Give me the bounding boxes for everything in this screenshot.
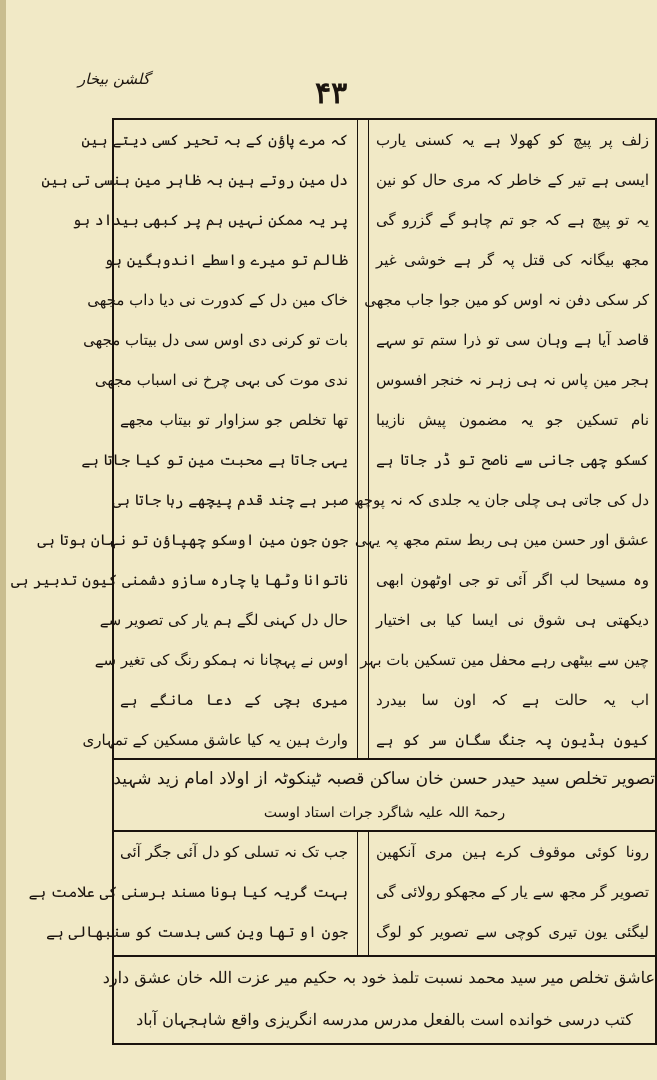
verse-line: ندی موت کی بہی چرخ نی اسباب مجھی (94, 371, 348, 389)
heading-line: عاشق تخلص میر سید محمد نسبت تلمذ خود بہ حکیم میر عزت اللہ خان عشق دارد (102, 968, 655, 987)
verse-line: مجھ بیگانہ کی قتل پہ گر ہے خوشی غیر (376, 251, 649, 269)
verse-line: صبر ہے چند قدم پیچھے رہا جاتا ہی (112, 491, 348, 509)
column-divider (357, 832, 369, 955)
verse-line: نام تسکین جو یہ مضمون پیش نازیبا (376, 411, 649, 429)
verse-line: تصویر گر مجھ سے یار کے مجھکو رولائی گی (376, 883, 649, 901)
verse-line: وہ مسیحا لب اگر آئی تو جی اوٹھون ابھی (376, 571, 649, 589)
verse-line: کر سکی دفن نہ اوس کو مین جوا جاب مجھی (364, 291, 649, 309)
verse-line: کہ مرے پاؤن کے بہ تحیر کسی دیتے ہین (81, 131, 348, 149)
verse-line: ناتوانا وٹھا یا چارہ سازو دشمنی کیون تدبیر ہی (11, 571, 348, 589)
heading-line: رحمۃ اللہ علیہ شاگرد جرات استاد اوست (263, 805, 506, 821)
verse-line: لیگئی یون تیری کوچی سے تصویر کو لوگ (376, 923, 649, 941)
verse-line: ہجر مین پاس نہ ہی زہر نہ خنجر افسوس (376, 371, 649, 389)
verse-line: ظالم تو میرے واسطے اندوہگین ہو (104, 251, 348, 269)
poet-heading-ashiq (102, 955, 657, 1045)
verse-line: کیون ہڈیون پہ جنگ سگان سر کو ہے (376, 731, 649, 749)
right-column (370, 832, 655, 955)
verse-line: اوس نے پہچانا نہ ہمکو رنگ کی تغیر سے (94, 651, 348, 669)
verse-line: میری بچی کے دعا مانگے ہے (120, 691, 348, 709)
verse-line: اب یہ حالت ہے کہ اون سا بیدرد (376, 691, 649, 709)
verse-line: تھا تخلص جو سزاوار تو بیتاب مجھے (120, 411, 348, 429)
page-edge (0, 0, 6, 1080)
verse-line: پر یہ ممکن نہیں ہم پر کبھی بیداد ہو (72, 211, 348, 229)
verse-line: چین سے بیٹھی رہے محفل مین تسکین بات بہر (360, 651, 649, 669)
verse-line: کسکو چھی جانی سے ناصح تو ڈر جاتا ہے (376, 451, 649, 469)
heading-line: کتب درسی خوانده است بالفعل مدرس مدرسه انگریزی واقع شاہجہان آباد (136, 1010, 633, 1029)
verse-line: عشق اور حسن مین ہی ربط ستم مجھ پہ یہی (354, 531, 649, 549)
verse-line: جون جون مین اوسکو چھپاؤن تو نہان ہوتا ہی (37, 531, 348, 549)
verse-table-2 (28, 830, 657, 957)
verse-line: وارث ہین یہ کیا عاشق مسکین کے تمہاری (82, 731, 348, 749)
right-column (354, 120, 655, 758)
running-title: گلشن بیخار (78, 70, 150, 88)
verse-line: خاک مین دل کے کدورت نی دیا داب مجھی (87, 291, 348, 309)
verse-line: یہ تو پیچ ہے کہ جو تم چاہو گے گزرو گی (376, 211, 649, 229)
heading-line: تصویر تخلص سید حیدر حسن خان ساکن قصبہ ٹینکوٹہ از اولاد امام زید شہید (113, 769, 655, 789)
poet-heading-tasveer (112, 758, 657, 832)
verse-line: رونا کوئی موقوف کرے ہین مری آنکھین (376, 843, 649, 861)
verse-table-1 (11, 118, 657, 760)
verse-line: زلف پر پیچ کو کھولا ہے یہ کسنی یارب (376, 131, 649, 149)
verse-line: حال دل کہنی لگے ہم یار کی تصویر سے (99, 611, 348, 629)
verse-line: دل مین روتے ہین بہ ظاہر مین ہنسی تی ہین (41, 171, 348, 189)
verse-line: یہی جاتا ہے محبت مین تو کیا جاتا ہے (81, 451, 348, 469)
left-column (28, 832, 354, 955)
left-column (11, 120, 354, 758)
verse-line: بہت گریہ کیا ہونا مسند برسنی کی علامت ہے (28, 883, 348, 901)
page-number: ۴۳ (315, 76, 348, 111)
verse-line: بات تو کرنی دی اوس سی دل بیتاب مجھی (83, 331, 348, 349)
column-divider (357, 120, 369, 758)
verse-line: ایسی ہے تیر کے خاطر کہ مری حال کو نین (376, 171, 649, 189)
verse-line: جب تک نہ تسلی کو دل آئی جگر آئی (120, 843, 348, 861)
verse-line: قاصد آیا ہے وہان سی تو ذرا ستم تو سہے (376, 331, 649, 349)
verse-line: دل کی جاتی ہی چلی جان یہ جلدی کہ نہ پوچھ (354, 491, 649, 509)
verse-line: جون او تھا وین کسی بدست کو سنبھالی ہے (46, 923, 348, 941)
verse-line: دیکھتی ہی شوق نی ایسا کیا بی اختیار (376, 611, 649, 629)
